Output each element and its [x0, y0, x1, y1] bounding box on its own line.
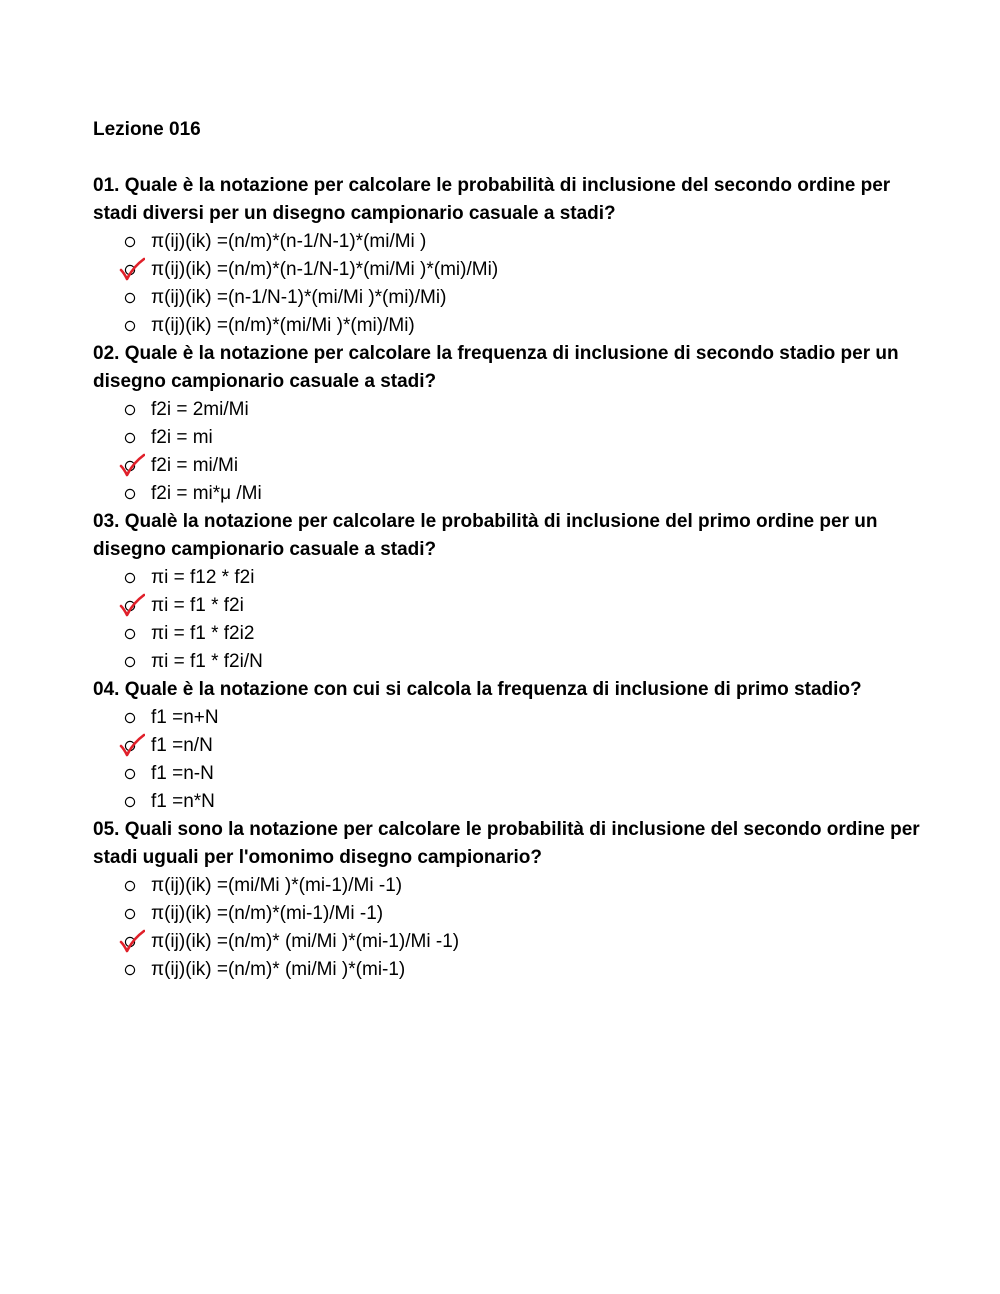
option-text: π(ij)(ik) =(n/m)*(n-1/N-1)*(mi/Mi ) — [151, 231, 427, 252]
option-text: f1 =n/N — [151, 735, 213, 756]
answer-option — [93, 284, 923, 312]
question-1 — [93, 172, 923, 340]
option-text: f2i = mi*μ /Mi — [151, 483, 262, 504]
option-text: f1 =n-N — [151, 763, 214, 784]
answer-option — [93, 256, 923, 284]
circle-bullet-icon — [123, 872, 137, 900]
answer-option — [93, 396, 923, 424]
circle-bullet-icon — [123, 284, 137, 312]
option-list — [93, 564, 923, 676]
circle-bullet-icon — [123, 704, 137, 732]
option-text: πi = f1 * f2i/N — [151, 651, 263, 672]
answer-option — [93, 872, 923, 900]
option-text: f2i = 2mi/Mi — [151, 399, 249, 420]
checkmark-icon — [119, 257, 145, 283]
option-text: πi = f1 * f2i — [151, 595, 244, 616]
checkmark-icon — [119, 593, 145, 619]
question-text: 04. Quale è la notazione con cui si calcola la frequenza di inclusione di primo stadio? — [93, 679, 862, 700]
option-list — [93, 872, 923, 984]
answer-option — [93, 312, 923, 340]
option-text: f1 =n*N — [151, 791, 215, 812]
option-text: f2i = mi/Mi — [151, 455, 239, 476]
question-text: 05. Quali sono la notazione per calcolare le probabilità di inclusione del secondo ordine per stadi uguali per l'omonimo disegno campionario? — [93, 819, 920, 868]
option-text: f2i = mi — [151, 427, 213, 448]
answer-option — [93, 900, 923, 928]
circle-bullet-icon — [123, 900, 137, 928]
answer-option — [93, 452, 923, 480]
answer-option — [93, 760, 923, 788]
question-text: 02. Quale è la notazione per calcolare la frequenza di inclusione di secondo stadio per un disegno campionario casuale a stadi? — [93, 343, 899, 392]
option-text: π(ij)(ik) =(mi/Mi )*(mi-1)/Mi -1) — [151, 875, 403, 896]
document-content — [93, 116, 923, 984]
option-list — [93, 704, 923, 816]
checkmark-icon — [119, 929, 145, 955]
circle-bullet-icon — [123, 396, 137, 424]
answer-option — [93, 648, 923, 676]
option-text: π(ij)(ik) =(n-1/N-1)*(mi/Mi )*(mi)/Mi) — [151, 287, 447, 308]
answer-option — [93, 228, 923, 256]
option-text: π(ij)(ik) =(n/m)*(n-1/N-1)*(mi/Mi )*(mi)/Mi) — [151, 259, 499, 280]
option-list — [93, 396, 923, 508]
question-list — [93, 172, 923, 984]
lesson-title: Lezione 016 — [93, 119, 201, 140]
answer-option — [93, 788, 923, 816]
checkmark-icon — [119, 453, 145, 479]
answer-option — [93, 564, 923, 592]
circle-bullet-icon — [123, 760, 137, 788]
circle-bullet-icon — [123, 424, 137, 452]
option-text: πi = f12 * f2i — [151, 567, 255, 588]
question-2 — [93, 340, 923, 508]
answer-option — [93, 592, 923, 620]
checkmark-icon — [119, 733, 145, 759]
option-text: f1 =n+N — [151, 707, 219, 728]
answer-option — [93, 704, 923, 732]
circle-bullet-icon — [123, 648, 137, 676]
answer-option — [93, 424, 923, 452]
question-5 — [93, 816, 923, 984]
circle-bullet-icon — [123, 312, 137, 340]
question-text: 01. Quale è la notazione per calcolare le probabilità di inclusione del secondo ordine per stadi diversi per un disegno campionario casuale a stadi? — [93, 175, 891, 224]
question-text: 03. Qualè la notazione per calcolare le probabilità di inclusione del primo ordine per un disegno campionario casuale a stadi? — [93, 511, 878, 560]
option-text: π(ij)(ik) =(n/m)* (mi/Mi )*(mi-1) — [151, 959, 406, 980]
answer-option — [93, 620, 923, 648]
question-3 — [93, 508, 923, 676]
answer-option — [93, 480, 923, 508]
circle-bullet-icon — [123, 620, 137, 648]
option-text: π(ij)(ik) =(n/m)* (mi/Mi )*(mi-1)/Mi -1) — [151, 931, 460, 952]
circle-bullet-icon — [123, 788, 137, 816]
answer-option — [93, 956, 923, 984]
circle-bullet-icon — [123, 480, 137, 508]
option-text: π(ij)(ik) =(n/m)*(mi-1)/Mi -1) — [151, 903, 384, 924]
question-4 — [93, 676, 923, 816]
circle-bullet-icon — [123, 228, 137, 256]
circle-bullet-icon — [123, 564, 137, 592]
option-list — [93, 228, 923, 340]
answer-option — [93, 732, 923, 760]
option-text: π(ij)(ik) =(n/m)*(mi/Mi )*(mi)/Mi) — [151, 315, 415, 336]
circle-bullet-icon — [123, 956, 137, 984]
answer-option — [93, 928, 923, 956]
option-text: πi = f1 * f2i2 — [151, 623, 255, 644]
